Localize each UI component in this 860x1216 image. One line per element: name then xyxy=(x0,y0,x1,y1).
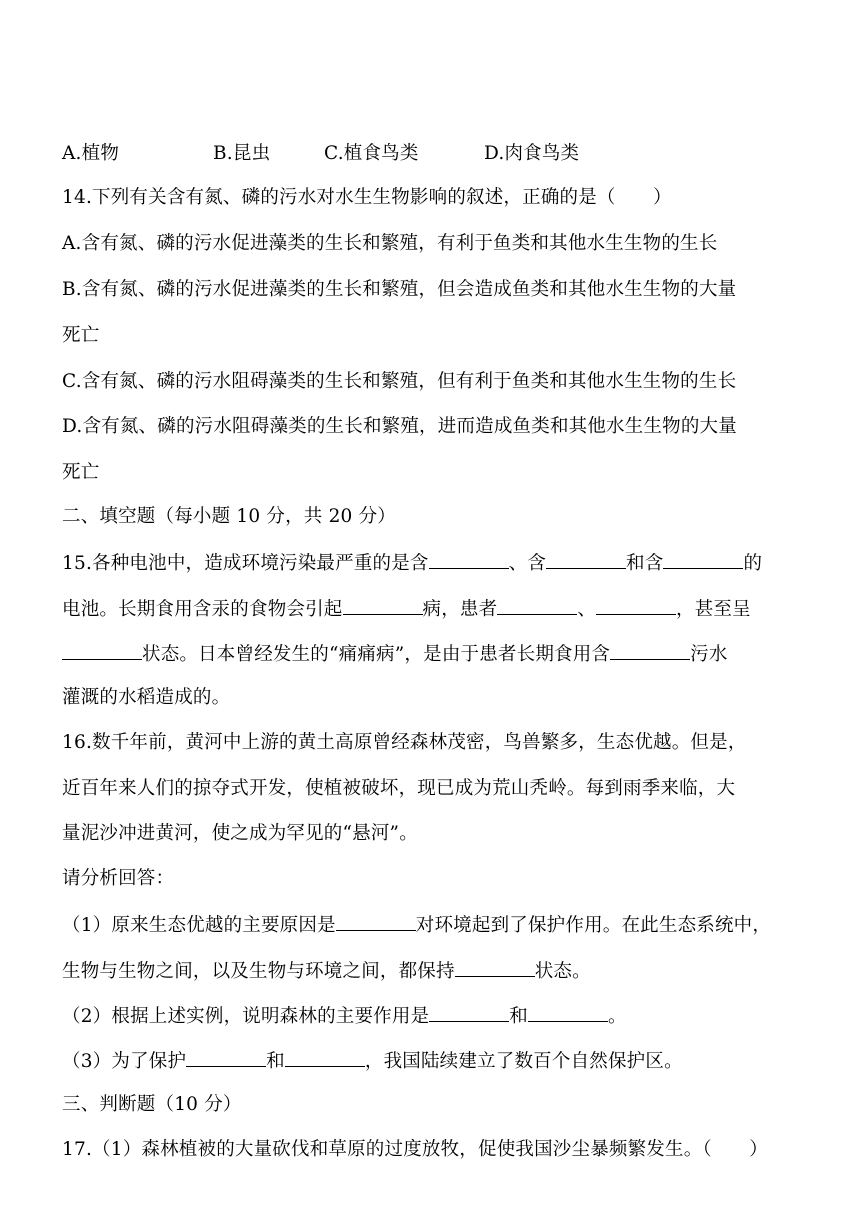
q14-option-b-line1: B.含有氮、磷的污水促进藻类的生长和繁殖，但会造成鱼类和其他水生生物的大量 xyxy=(62,279,737,300)
q14-option-b-line2: 死亡 xyxy=(62,325,100,346)
q15-text-1: 15.各种电池中，造成环境污染最严重的是含 xyxy=(62,553,429,574)
q14-option-c: C.含有氮、磷的污水阻碍藻类的生长和繁殖，但有利于鱼类和其他水生生物的生长 xyxy=(62,371,737,392)
q16-text-4: 状态。 xyxy=(534,961,591,982)
q16-text-9: 和 xyxy=(266,1051,285,1072)
q15-line4: 灌溉的水稻造成的。 xyxy=(62,687,231,708)
q14-option-d-line1: D.含有氮、磷的污水阻碍藻类的生长和繁殖，进而造成鱼类和其他水生生物的大量 xyxy=(62,416,737,437)
q13-option-a: A.植物 xyxy=(62,143,120,164)
blank xyxy=(186,1048,266,1067)
q15-text-3: 和含 xyxy=(626,553,664,574)
section-2-heading: 二、填空题（每小题 10 分，共 20 分） xyxy=(62,506,397,527)
q15-text-4: 的 xyxy=(743,553,763,574)
q15-text-8: ，甚至呈 xyxy=(676,599,751,620)
q15-line3 xyxy=(62,641,802,667)
q16-text-6: 和 xyxy=(509,1006,528,1027)
q15-text-2: 、含 xyxy=(508,553,547,574)
q16-text-5: （2）根据上述实例，说明森林的主要作用是 xyxy=(62,1006,430,1027)
blank xyxy=(285,1048,365,1067)
q16-prompt: 请分析回答： xyxy=(62,868,175,889)
blank xyxy=(343,596,423,615)
q15-text-9: 状态。日本曾经发生的“痛痛病”，是由于患者长期食用含 xyxy=(142,644,611,665)
q16-line3: 量泥沙冲进黄河，使之成为罕见的“悬河”。 xyxy=(62,823,418,844)
q16-text-1: （1）原来生态优越的主要原因是 xyxy=(62,915,336,936)
blank xyxy=(455,958,535,977)
q16-text-10: ，我国陆续建立了数百个自然保护区。 xyxy=(364,1051,683,1072)
blank xyxy=(429,1003,509,1022)
q14-option-d-line2: 死亡 xyxy=(62,462,100,483)
q17-sub1: 17.（1）森林植被的大量砍伐和草原的过度放牧，促使我国沙尘暴频繁发生。（ ） xyxy=(62,1139,768,1160)
blank xyxy=(497,596,577,615)
q13-option-b: B.昆虫 xyxy=(213,143,271,164)
q15-line1 xyxy=(62,550,802,576)
q16-text-3: 生物与生物之间，以及生物与环境之间，都保持 xyxy=(62,961,455,982)
q16-text-8: （3）为了保护 xyxy=(62,1051,187,1072)
blank xyxy=(429,550,509,569)
q15-line2 xyxy=(62,596,802,622)
blank xyxy=(596,596,676,615)
blank xyxy=(336,912,416,931)
q15-text-7: 、 xyxy=(577,599,597,620)
blank xyxy=(663,550,743,569)
q16-text-2: 对环境起到了保护作用。在此生态系统中， xyxy=(415,915,772,936)
q15-text-10: 污水 xyxy=(690,644,728,665)
q16-sub1-line2 xyxy=(62,958,802,984)
blank xyxy=(546,550,626,569)
q15-text-6: 病，患者 xyxy=(422,599,498,620)
q16-text-7: 。 xyxy=(607,1006,627,1027)
q16-sub1-line1 xyxy=(62,912,802,938)
q16-sub2 xyxy=(62,1003,802,1029)
blank xyxy=(528,1003,608,1022)
blank xyxy=(610,641,690,660)
blank xyxy=(62,641,142,660)
section-3-heading: 三、判断题（10 分） xyxy=(62,1094,242,1115)
q14-option-a: A.含有氮、磷的污水促进藻类的生长和繁殖，有利于鱼类和其他水生生物的生长 xyxy=(62,233,718,254)
q16-line2: 近百年来人们的掠夺式开发，使植被破坏，现已成为荒山秃岭。每到雨季来临，大 xyxy=(62,778,736,799)
q15-text-5: 电池。长期食用含汞的食物会引起 xyxy=(62,599,343,620)
q14-stem: 14.下列有关含有氮、磷的污水对水生生物影响的叙述，正确的是（ ） xyxy=(62,187,672,208)
q16-line1: 16.数千年前，黄河中上游的黄土高原曾经森林茂密，鸟兽繁多，生态优越。但是， xyxy=(62,732,747,753)
q16-sub3 xyxy=(62,1048,802,1074)
q13-option-c: C.植食鸟类 xyxy=(324,143,419,164)
q13-option-d: D.肉食鸟类 xyxy=(484,143,580,164)
